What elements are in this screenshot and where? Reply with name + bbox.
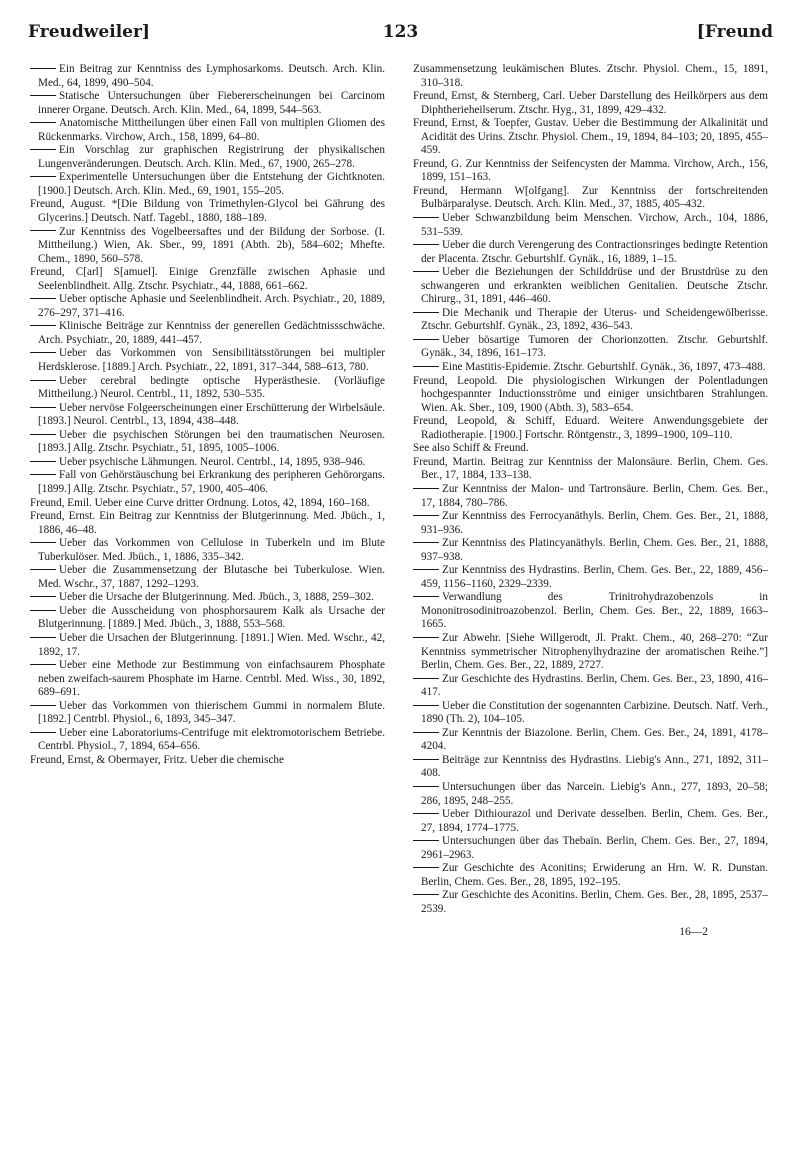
- ditto-dash: [413, 339, 439, 340]
- entry-text: Zusammensetzung leukämischen Blutes. Ztschr. Physiol. Chem., 15, 1891, 310–318.: [413, 63, 768, 89]
- entry-text: Freund, Hermann W[olfgang]. Zur Kenntniss der fortschreitenden Bulbärparalyse. Deutsch. Arch. Klin. Med., 37, 1885, 405–432.: [413, 184, 768, 211]
- entry-text: Ueber das Vorkommen von thierischem Gummi in normalem Blute. [1892.] Centrbl. Physiol., 6, 1893, 345–347.: [38, 699, 385, 726]
- ditto-dash: [413, 488, 439, 489]
- entry-text: Ueber die Ausscheidung von phosphorsaurem Kalk als Ursache der Blutgerinnung. [1889.] Med. Jbüch., 3, 1888, 553–568.: [38, 604, 385, 631]
- bibliography-entry: [30, 429, 385, 456]
- entry-text: Ueber eine Methode zur Bestimmung von einfachsaurem Phosphate neben zweifach-saurem Phosphate im Harne. Centrbl. Med. Wiss., 30, 1892, 689–691.: [38, 659, 385, 699]
- ditto-dash: [30, 637, 56, 638]
- ditto-dash: [30, 149, 56, 150]
- entry-text: Freund, Leopold, & Schiff, Eduard. Weitere Anwendungsgebiete der Radiotherapie. [1900.] Fortschr. Röntgenstr., 3, 1899–1900, 109–110.: [413, 415, 768, 441]
- entry-text: Zur Kenntnis der Biazolone. Berlin, Chem. Ges. Ber., 24, 1891, 4178–4204.: [421, 726, 768, 753]
- bibliography-entry: [30, 754, 385, 768]
- bibliography-entry: [413, 483, 768, 510]
- bibliography-entry: [30, 659, 385, 700]
- ditto-dash: [30, 298, 56, 299]
- ditto-dash: [413, 786, 439, 787]
- entry-text: Zur Kenntniss der Malon- und Tartronsäure. Berlin, Chem. Ges. Ber., 17, 1884, 780–786.: [421, 482, 768, 509]
- bibliography-entry: [30, 564, 385, 591]
- bibliography-entry: [30, 144, 385, 171]
- entry-text: Ueber die durch Verengerung des Contractionsringes bedingte Retention der Placenta. Ztschr. Geburtshlf. Gynäk., 16, 1889, 1–15.: [421, 239, 768, 265]
- ditto-dash: [413, 217, 439, 218]
- bibliography-entry: [413, 361, 768, 375]
- page-number: 123: [382, 22, 419, 42]
- bibliography-entry: [30, 591, 385, 605]
- ditto-dash: [413, 840, 439, 841]
- entry-text: Freund, Ernst, & Toepfer, Gustav. Ueber die Bestimmung der Alkalinität und Acidität des Urins. Ztschr. Physiol. Chem., 19, 1894, 84–103; 20, 1895, 455–459.: [413, 117, 768, 157]
- ditto-dash: [30, 610, 56, 611]
- entry-text: Ueber nervöse Folgeerscheinungen einer Erschütterung der Wirbelsäule. [1893.] Neurol. Centrbl., 13, 1894, 438–448.: [38, 401, 385, 428]
- ditto-dash: [30, 596, 56, 597]
- entry-text: Freund, C[arl] S[amuel]. Einige Grenzfälle zwischen Aphasie und Seelenblindheit. Allg. Ztschr. Psychiatr., 44, 1888, 661–662.: [30, 266, 385, 292]
- entry-text: Ueber die Ursachen der Blutgerinnung. [1891.] Wien. Med. Wschr., 42, 1892, 17.: [38, 631, 385, 658]
- ditto-dash: [30, 68, 56, 69]
- bibliography-entry: [413, 307, 768, 334]
- ditto-dash: [413, 366, 439, 367]
- entry-text: Zur Abwehr. [Siehe Willgerodt, Jl. Prakt. Chem., 40, 268–270: “Zur Kenntniss symmetrischer Nitrophenylhydrazine der aromatischen Reihe.”] Berlin, Chem. Ges. Ber., 22, 1889, 2727.: [421, 631, 768, 672]
- bibliography-entry: [413, 754, 768, 781]
- ditto-dash: [413, 637, 439, 638]
- bibliography-entry: [30, 375, 385, 402]
- bibliography-entry: [30, 700, 385, 727]
- ditto-dash: [30, 434, 56, 435]
- entry-text: Klinische Beiträge zur Kenntniss der generellen Gedächtnissschwäche. Arch. Psychiatr., 20, 1889, 441–457.: [38, 320, 385, 346]
- entry-text: Ueber die psychischen Störungen bei den traumatischen Neurosen. [1893.] Allg. Ztschr. Psychiatr., 51, 1895, 1005–1006.: [38, 428, 385, 455]
- entry-text: Freund, Martin. Beitrag zur Kenntniss der Malonsäure. Berlin, Chem. Ges. Ber., 17, 1884, 133–138.: [413, 455, 768, 482]
- entry-text: Ueber die Beziehungen der Schilddrüse und der Brustdrüse zu den schwangeren und erkrankten weiblichen Genitalien. Deutsche Ztschr. Chirurg., 31, 1891, 446–460.: [421, 266, 768, 306]
- bibliography-entry: [413, 591, 768, 632]
- bibliography-entry: [413, 442, 768, 456]
- bibliography-entry: [413, 537, 768, 564]
- entry-text: Ueber bösartige Tumoren der Chorionzotten. Ztschr. Geburtshlf. Gynäk., 34, 1896, 161–173.: [421, 333, 768, 360]
- entry-text: Ueber Dithiourazol und Derivate desselben. Berlin, Chem. Ges. Ber., 27, 1894, 1774–1775.: [421, 808, 768, 834]
- bibliography-entry: [30, 347, 385, 374]
- running-header: [28, 22, 773, 44]
- entry-text: Ueber das Vorkommen von Sensibilitätsstörungen bei multipler Herdsklerose. [1889.] Arch. Psychiatr., 22, 1891, 317–344, 588–613, 780.: [38, 347, 385, 374]
- bibliography-entry: [413, 158, 768, 185]
- entry-text: Ueber die Constitution der sogenannten Carbizine. Deutsch. Natf. Verh., 1890 (Th. 2), 104–105.: [421, 699, 768, 726]
- ditto-dash: [30, 705, 56, 706]
- ditto-dash: [413, 705, 439, 706]
- ditto-dash: [413, 542, 439, 543]
- ditto-dash: [30, 230, 56, 231]
- bibliography-entry: [413, 835, 768, 862]
- ditto-dash: [413, 271, 439, 272]
- bibliography-entry: [30, 266, 385, 293]
- bibliography-entry: [30, 402, 385, 429]
- bibliography-entry: [413, 727, 768, 754]
- ditto-dash: [413, 569, 439, 570]
- bibliography-entry: [30, 226, 385, 267]
- bibliography-entry: [30, 320, 385, 347]
- entry-text: Fall von Gehörstäuschung bei Erkrankung des peripheren Gehörorgans. [1899.] Allg. Ztschr. Psychiatr., 57, 1900, 405–406.: [38, 469, 385, 495]
- entry-text: Zur Kenntniss des Hydrastins. Berlin, Chem. Ges. Ber., 22, 1889, 456–459, 1156–1160, 2329–2339.: [421, 564, 768, 590]
- bibliography-entry: [30, 198, 385, 225]
- entry-text: Ueber optische Aphasie und Seelenblindheit. Arch. Psychiatr., 20, 1889, 276–297, 371–416.: [38, 293, 385, 319]
- ditto-dash: [413, 813, 439, 814]
- entry-text: See also Schiff & Freund.: [413, 442, 529, 455]
- entry-text: Zur Kenntniss des Platincyanäthyls. Berlin, Chem. Ges. Ber., 21, 1888, 937–938.: [421, 537, 768, 563]
- ditto-dash: [413, 678, 439, 679]
- bibliography-entry: [413, 781, 768, 808]
- ditto-dash: [30, 569, 56, 570]
- entry-text: Zur Geschichte des Aconitins. Berlin, Chem. Ges. Ber., 28, 1895, 2537–2539.: [421, 889, 768, 915]
- entry-text: Experimentelle Untersuchungen über die Entstehung der Gichtknoten. [1900.] Deutsch. Arch. Klin. Med., 69, 1901, 155–205.: [38, 171, 385, 197]
- bibliography-entry: [413, 632, 768, 673]
- ditto-dash: [30, 474, 56, 475]
- bibliography-entry: [413, 90, 768, 117]
- signature-mark: 16—2: [679, 926, 708, 939]
- ditto-dash: [30, 542, 56, 543]
- bibliography-entry: [30, 469, 385, 496]
- ditto-dash: [30, 352, 56, 353]
- bibliography-entry: [413, 415, 768, 442]
- entry-text: Zur Geschichte des Hydrastins. Berlin, Chem. Ges. Ber., 23, 1890, 416–417.: [421, 672, 768, 699]
- ditto-dash: [30, 380, 56, 381]
- entry-text: Anatomische Mittheilungen über einen Fall von multiplen Gliomen des Rückenmarks. Virchow, Arch., 158, 1899, 64–80.: [38, 117, 385, 143]
- bibliography-entry: [30, 63, 385, 90]
- bibliography-entry: [413, 117, 768, 158]
- bibliography-entry: [413, 375, 768, 416]
- entry-text: Freund, Leopold. Die physiologischen Wirkungen der Polentladungen hochgespannter Inductionsströme und einiger unsichtbaren Strahlungen. Wien. Ak. Sber., 109, 1900 (Abth. 3), 583–654.: [413, 374, 768, 414]
- ditto-dash: [413, 867, 439, 868]
- ditto-dash: [413, 596, 439, 597]
- entry-text: Freund, August. *[Die Bildung von Trimethylen-Glycol bei Gährung des Glycerins.] Deutsch. Natf. Tagebl., 1880, 188–189.: [30, 198, 385, 225]
- bibliography-entry: [413, 266, 768, 307]
- ditto-dash: [30, 407, 56, 408]
- bibliography-entry: [413, 212, 768, 239]
- entry-text: Ueber das Vorkommen von Cellulose in Tuberkeln und im Blute Tuberkulöser. Med. Jbüch., 1, 1886, 335–342.: [38, 537, 385, 563]
- ditto-dash: [413, 894, 439, 895]
- entry-text: Ueber cerebral bedingte optische Hyperästhesie. (Vorläufige Mittheilung.) Neurol. Centrbl., 11, 1892, 530–535.: [38, 374, 385, 401]
- entry-text: Zur Geschichte des Aconitins; Erwiderung an Hrn. W. R. Dunstan. Berlin, Chem. Ges. Ber., 28, 1895, 192–195.: [421, 862, 768, 888]
- bibliography-entry: [413, 63, 768, 90]
- entry-text: Freund, G. Zur Kenntniss der Seifencysten der Mamma. Virchow, Arch., 156, 1899, 151–163.: [413, 157, 768, 184]
- bibliography-entry: [30, 510, 385, 537]
- bibliography-entry: [413, 673, 768, 700]
- entry-text: Ein Vorschlag zur graphischen Registrirung der physikalischen Lungenveränderungen. Deutsch. Arch. Klin. Med., 67, 1900, 265–278.: [38, 144, 385, 170]
- bibliography-entry: [413, 700, 768, 727]
- entry-text: Eine Mastitis-Epidemie. Ztschr. Geburtshlf. Gynäk., 36, 1897, 473–488.: [442, 361, 766, 374]
- entry-text: Untersuchungen über das Narcein. Liebig's Ann., 277, 1893, 20–58; 286, 1895, 248–255.: [421, 780, 768, 807]
- ditto-dash: [413, 759, 439, 760]
- left-column: [30, 63, 385, 767]
- entry-text: Freund, Ernst, & Sternberg, Carl. Ueber Darstellung des Heilkörpers aus dem Diphtherieheilserum. Ztschr. Hyg., 31, 1899, 429–432.: [413, 90, 768, 116]
- bibliography-entry: [30, 293, 385, 320]
- entry-text: Zur Kenntniss des Vogelbeersaftes und der Bildung der Sorbose. (I. Mittheilung.) Wien, Ak. Sber., 99, 1891 (Abth. 2b), 584–602; Mhefte. Chem., 1890, 560–578.: [38, 225, 385, 265]
- ditto-dash: [413, 732, 439, 733]
- entry-text: Ueber eine Laboratoriums-Centrifuge mit elektromotorischem Betriebe. Centrbl. Physiol., 7, 1894, 654–656.: [38, 726, 385, 753]
- bibliography-entry: [30, 456, 385, 470]
- bibliography-entry: [413, 889, 768, 916]
- bibliography-entry: [30, 117, 385, 144]
- ditto-dash: [30, 325, 56, 326]
- bibliography-entry: [413, 185, 768, 212]
- ditto-dash: [413, 515, 439, 516]
- bibliography-entry: [30, 497, 385, 511]
- entry-text: Die Mechanik und Therapie der Uterus- und Scheidengewölberisse. Ztschr. Geburtshlf. Gynäk., 23, 1892, 436–543.: [421, 306, 768, 333]
- entry-text: Freund, Ernst, & Obermayer, Fritz. Ueber die chemische: [30, 753, 284, 766]
- entry-text: Statische Untersuchungen über Fiebererscheinungen bei Carcinom innerer Organe. Deutsch. Arch. Klin. Med., 64, 1899, 544–563.: [38, 90, 385, 116]
- entry-text: Freund, Ernst. Ein Beitrag zur Kenntniss der Blutgerinnung. Med. Jbüch., 1, 1886, 46–48.: [30, 510, 385, 536]
- bibliography-entry: [413, 510, 768, 537]
- entry-text: Ein Beitrag zur Kenntniss des Lymphosarkoms. Deutsch. Arch. Klin. Med., 64, 1899, 490–504.: [38, 63, 385, 89]
- entry-text: Untersuchungen über das Thebaïn. Berlin, Chem. Ges. Ber., 27, 1894, 2961–2963.: [421, 835, 768, 861]
- header-range-start: Freudweiler]: [28, 22, 150, 42]
- entry-text: Ueber psychische Lähmungen. Neurol. Centrbl., 14, 1895, 938–946.: [59, 455, 366, 468]
- right-column: [413, 63, 768, 940]
- entry-text: Ueber die Zusammensetzung der Blutasche bei Tuberkulose. Wien. Med. Wschr., 37, 1887, 1292–1293.: [38, 564, 385, 590]
- entry-text: Ueber die Ursache der Blutgerinnung. Med. Jbüch., 3, 1888, 259–302.: [59, 591, 375, 604]
- bibliography-entry: [413, 564, 768, 591]
- entry-text: Zur Kenntniss des Ferrocyanäthyls. Berlin, Chem. Ges. Ber., 21, 1888, 931–936.: [421, 510, 768, 536]
- ditto-dash: [30, 732, 56, 733]
- bibliography-entry: [413, 334, 768, 361]
- bibliography-entry: [413, 808, 768, 835]
- bibliography-entry: [30, 537, 385, 564]
- header-range-end: [Freund: [696, 22, 773, 42]
- ditto-dash: [30, 461, 56, 462]
- entry-text: Ueber Schwanzbildung beim Menschen. Virchow, Arch., 104, 1886, 531–539.: [421, 212, 768, 238]
- entry-text: Verwandlung des Trinitrohydrazobenzols in Mononitrosodinitroazobenzol. Berlin, Chem. Ges. Ber., 22, 1889, 1663–1665.: [421, 591, 768, 631]
- ditto-dash: [30, 122, 56, 123]
- ditto-dash: [413, 312, 439, 313]
- bibliography-entry: [30, 727, 385, 754]
- bibliography-entry: [30, 171, 385, 198]
- bibliography-entry: [30, 632, 385, 659]
- ditto-dash: [30, 95, 56, 96]
- ditto-dash: [30, 176, 56, 177]
- entry-text: Freund, Emil. Ueber eine Curve dritter Ordnung. Lotos, 42, 1894, 160–168.: [30, 496, 370, 509]
- ditto-dash: [30, 664, 56, 665]
- bibliography-entry: [413, 239, 768, 266]
- bibliography-entry: [413, 456, 768, 483]
- ditto-dash: [413, 244, 439, 245]
- bibliography-entry: [413, 862, 768, 889]
- bibliography-entry: [30, 90, 385, 117]
- entry-text: Beiträge zur Kenntniss des Hydrastins. Liebig's Ann., 271, 1892, 311–408.: [421, 753, 768, 780]
- bibliography-entry: [30, 605, 385, 632]
